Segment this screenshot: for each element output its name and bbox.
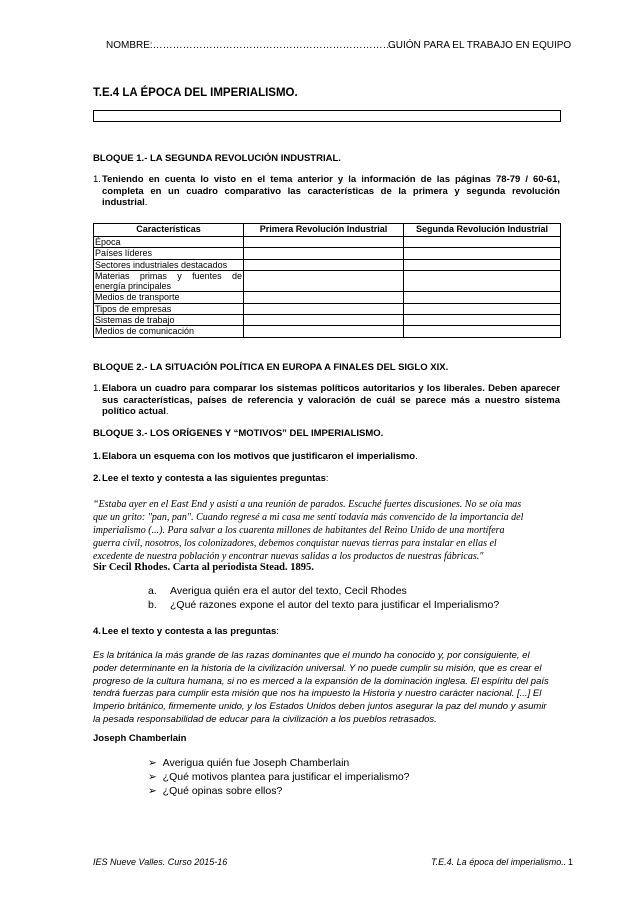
subquestion-b-marker: b. [148,599,157,611]
bullet-item [148,771,410,783]
table-cell[interactable] [404,326,561,337]
comparison-table [93,223,561,338]
table-cell[interactable] [244,315,404,326]
arrow-bullet-icon: ➢ [148,757,157,769]
chamberlain-quote [93,650,561,727]
bullet-text: ¿Qué motivos plantea para justificar el imperialismo? [162,771,410,783]
question-text: Elabora un esquema con los motivos que justificaron el imperialismo [102,451,416,462]
table-cell[interactable] [244,237,404,248]
table-row-label: Medios de comunicación [94,326,244,337]
rhodes-quote [93,498,561,563]
block2-heading: BLOQUE 2.- LA SITUACIÓN POLÍTICA EN EUROPA A FINALES DEL SIGLO XIX. [93,362,449,373]
subquestion-a: Averigua quién era el autor del texto, Cecil Rhodes [170,585,407,597]
block3-question-2 [93,473,560,485]
bullet-item [148,757,349,769]
question-number: 4. [93,626,101,637]
table-cell[interactable] [404,259,561,270]
quote-line: la pesada responsabilidad de educar para la civilización a los pueblos retrasados. [93,713,437,725]
table-row [94,315,561,326]
question-number: 1. [93,174,101,185]
block3-question-4 [93,626,560,638]
page-title: T.E.4 LA ÉPOCA DEL IMPERIALISMO. [93,87,298,99]
table-row [94,326,561,337]
question-end: : [325,473,329,484]
table-header: Segunda Revolución Industrial [404,224,561,237]
question-text: Lee el texto y contesta a las preguntas [102,626,277,637]
table-cell[interactable] [404,248,561,259]
block3-question-1 [93,451,560,463]
table-cell[interactable] [244,270,404,292]
block1-heading: BLOQUE 1.- LA SEGUNDA REVOLUCIÓN INDUSTRIAL. [93,153,341,164]
question-number: 2. [93,473,101,484]
table-cell[interactable] [404,292,561,303]
table-cell[interactable] [404,270,561,292]
footer-unit: T.E.4. La época del imperialismo.. [431,857,567,867]
chamberlain-author: Joseph Chamberlain [93,733,187,744]
quote-author: Sir Cecil Rhodes. Carta al periodista Stead. 1895. [93,562,314,573]
bullet-text: Averigua quién fue Joseph Chamberlain [162,757,350,769]
table-row-label: Sectores industriales destacados [94,259,244,270]
quote-line: imperialismo (...). Para salvar a los cuarenta millones de habitantes del Reino Unido de una mortífera [93,525,505,536]
table-row-label: Materias primas y fuentes de energía principales [95,270,242,292]
table-row [94,248,561,259]
quote-line: poder determinante en la historia de la civilización universal. Y no puede cumplir su misión, que es crear el [93,662,542,674]
header-name-field: NOMBRE:………………………………………………………………… [106,40,403,51]
table-row-label: Época [94,237,244,248]
bullet-text: ¿Qué opinas sobre ellos? [162,785,283,797]
question-end: . [144,197,148,208]
table-header: Primera Revolución Industrial [244,224,404,237]
question-end: : [276,626,279,637]
question-end: . [415,451,418,462]
page-number: 1 [568,857,574,867]
question-number: 1. [93,383,101,394]
table-row-label: Sistemas de trabajo [94,315,244,326]
table-row [94,259,561,270]
table-header: Características [94,224,244,237]
arrow-bullet-icon: ➢ [148,785,157,797]
block1-question-1 [93,174,560,209]
footer-school: IES Nueve Valles. Curso 2015-16 [93,857,228,867]
table-cell[interactable] [404,303,561,314]
quote-line: tendrá fuerzas para cumplir esta misión que nos ha impuesto la Historia y nuestro carácter nacional. [...] El [93,688,542,700]
table-cell[interactable] [244,259,404,270]
table-row [94,237,561,248]
header-guide-title: GUIÓN PARA EL TRABAJO EN EQUIPO [388,40,572,51]
table-row [94,270,561,292]
table-cell[interactable] [404,237,561,248]
block2-question-1 [93,383,560,418]
bullet-item [148,785,282,797]
question-text: Teniendo en cuenta lo visto en el tema anterior y la información de las páginas 78-79 / 60-61, completa en un cuadro comparativo las características de la primera y segunda revolución industrial [102,174,560,208]
table-cell[interactable] [404,315,561,326]
question-text: Elabora un cuadro para comparar los sistemas políticos autoritarios y los liberales. Deben aparecer sus características, países de referencia y valoración de cuál se parece más a nuestro sistema político actual [102,383,560,417]
question-end: . [165,406,169,417]
quote-line: guerra civil, nosotros, los colonizadores, debemos conquistar nuevas tierras para instalar en ellas el [93,538,497,549]
quote-line: Imperio británico, firmemente unido, y los Estados Unidos deben juntos asegurar la paz del mundo y asumir [93,701,547,713]
table-row-label: Medios de transporte [94,292,244,303]
table-row-label: Tipos de empresas [94,303,244,314]
quote-line: Es la británica la más grande de las razas dominantes que el mundo ha conocido y, por consiguiente, el [93,650,530,661]
table-cell[interactable] [244,248,404,259]
table-row [94,292,561,303]
quote-line: excedente de nuestra población y encontrar nuevas salidas a los productos de nuestras fábricas." [93,551,484,562]
table-cell[interactable] [244,326,404,337]
quote-line: que un grito: "pan, pan". Cuando regresé a mi casa me sentí todavía más convencido de la importancia del [93,512,524,523]
table-cell[interactable] [244,303,404,314]
subquestion-b: ¿Qué razones expone el autor del texto para justificar el Imperialismo? [170,599,500,611]
block3-heading: BLOQUE 3.- LOS ORÍGENES Y “MOTIVOS” DEL IMPERIALISMO. [93,428,384,439]
question-text: Lee el texto y contesta a las siguientes preguntas [102,473,326,484]
table-cell[interactable] [244,292,404,303]
table-header-row [94,224,561,237]
table-row-label: Países líderes [94,248,244,259]
question-number: 1. [93,451,101,462]
quote-line: “Estaba ayer en el East End y asistí a una reunión de parados. Escuché fuertes discusiones. No se oía mas [93,499,522,510]
table-row [94,303,561,314]
empty-box [93,110,561,122]
arrow-bullet-icon: ➢ [148,771,157,783]
quote-line: progreso de la cultura humana, si no es merced a la expansión de la dominación inglesa. El espíritu del país [93,675,549,687]
subquestion-a-marker: a. [148,585,157,597]
